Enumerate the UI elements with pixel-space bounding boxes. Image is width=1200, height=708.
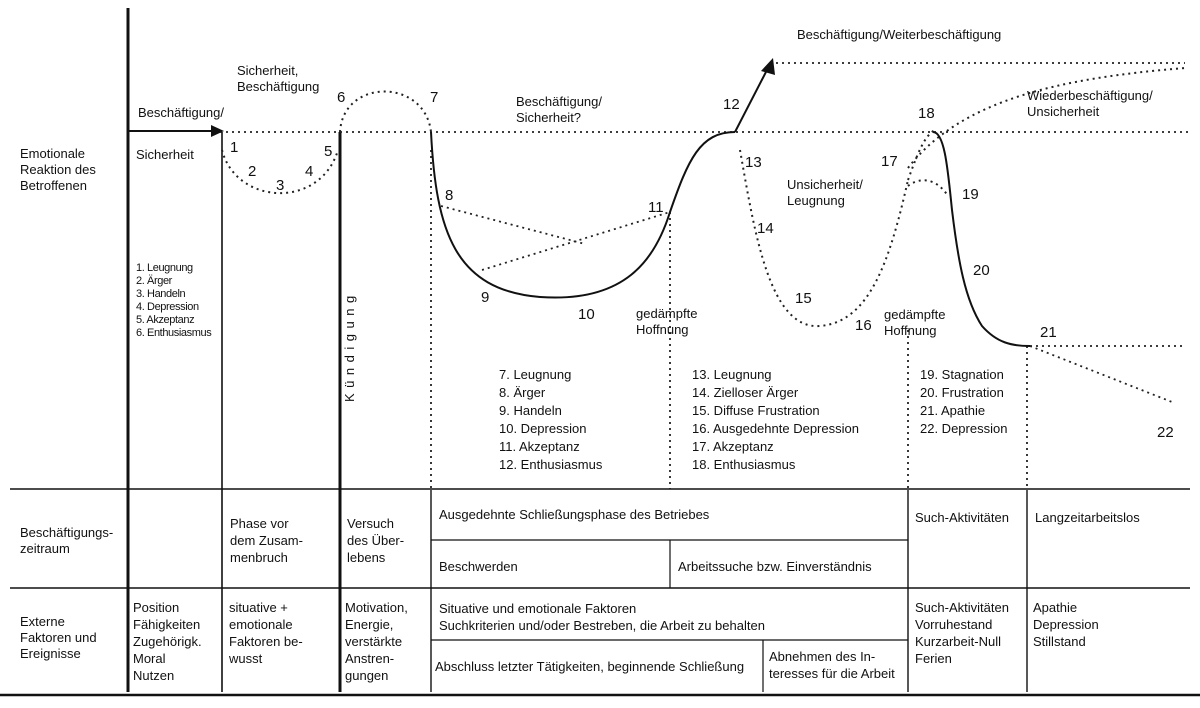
point-11: 11 — [648, 199, 664, 216]
point-7: 7 — [430, 89, 439, 106]
arbeitssuche-cell: Arbeitssuche bzw. Einverständnis — [678, 559, 872, 574]
phase4-list: 19. Stagnation 20. Frustration 21. Apathie 22. Depression — [920, 367, 1008, 436]
gedaempfte-hoffnung-2: gedämpfte Hoffnung — [884, 307, 946, 338]
such-aktivitaeten-cell: Such-Aktivitäten — [915, 510, 1009, 525]
point-3: 3 — [276, 177, 285, 194]
point-4: 4 — [305, 163, 314, 180]
point-19: 19 — [962, 186, 979, 203]
point-6: 6 — [337, 89, 346, 106]
point-15: 15 — [795, 290, 812, 307]
faktoren-cell: Situative und emotionale Faktoren Suchkriterien und/oder Bestreben, die Arbeit zu behalten — [439, 601, 765, 633]
guide-8 — [441, 206, 585, 244]
point-12: 12 — [723, 96, 740, 113]
point-14: 14 — [757, 220, 774, 237]
sicherheit-label: Sicherheit — [136, 147, 194, 162]
schliessung-cell: Ausgedehnte Schließungsphase des Betriebes — [439, 507, 710, 522]
kuendigung-label: Kündigung — [342, 290, 357, 402]
versuch-cell: Versuch des Über- lebens — [347, 516, 405, 565]
beschaeftigung-label: Beschäftigung/ — [138, 105, 225, 120]
point-22: 22 — [1157, 424, 1174, 441]
unsicherheit-leugnung-label: Unsicherheit/ Leugnung — [787, 177, 863, 208]
phase-vor-cell: Phase vor dem Zusam- menbruch — [230, 516, 303, 565]
phase1-list: 1. Leugnung 2. Ärger 3. Handeln 4. Depression 5. Akzeptanz 6. Enthusiasmus — [136, 262, 212, 339]
rise-arrow-line — [735, 68, 768, 132]
motivation-cell: Motivation, Energie, verstärkte Anstren- gungen — [345, 600, 408, 683]
beschaeftigung-sicherheit-label: Beschäftigung/ Sicherheit? — [516, 94, 603, 125]
sicherheit-beschaeftigung-label: Sicherheit, Beschäftigung — [237, 63, 320, 94]
weiterbeschaeftigung-label: Beschäftigung/Weiterbeschäftigung — [797, 27, 1002, 42]
beschwerden-cell: Beschwerden — [439, 559, 518, 574]
rise-arrowhead — [761, 58, 775, 75]
point-17: 17 — [881, 153, 898, 170]
point-5: 5 — [324, 143, 333, 160]
abnehmen-cell: Abnehmen des In- teresses für die Arbeit — [769, 649, 895, 681]
point-21: 21 — [1040, 324, 1057, 341]
slope-to-22 — [1030, 346, 1172, 402]
apathie-cell: Apathie Depression Stillstand — [1033, 600, 1099, 649]
point-9: 9 — [481, 289, 490, 306]
point-1: 1 — [230, 139, 239, 156]
langzeit-cell: Langzeitarbeitslos — [1035, 510, 1140, 525]
phase2-list: 7. Leugnung 8. Ärger 9. Handeln 10. Depression 11. Akzeptanz 12. Enthusiasmus — [499, 367, 603, 472]
gedaempfte-hoffnung-1: gedämpfte Hoffnung — [636, 306, 698, 337]
position-cell: Position Fähigkeiten Zugehörigk. Moral Nutzen — [133, 600, 202, 683]
hump-curve-19 — [908, 180, 948, 196]
main-curve-18-21 — [933, 132, 1030, 346]
point-18: 18 — [918, 105, 935, 122]
phase3-list: 13. Leugnung 14. Zielloser Ärger 15. Diffuse Frustration 16. Ausgedehnte Depression 17. Akzeptanz 18. Enthusiasmus — [692, 367, 859, 472]
such-external-cell: Such-Aktivitäten Vorruhestand Kurzarbeit-Null Ferien — [915, 600, 1009, 666]
employment-period-header: Beschäftigungs- zeitraum — [20, 525, 114, 556]
rise-curve-17-18 — [908, 130, 935, 180]
point-13: 13 — [745, 154, 762, 171]
point-10: 10 — [578, 306, 595, 323]
abschluss-cell: Abschluss letzter Tätigkeiten, beginnende Schließung — [435, 659, 745, 674]
emotional-reaction-header: Emotionale Reaktion des Betroffenen — [20, 146, 96, 193]
point-16: 16 — [855, 317, 872, 334]
point-20: 20 — [973, 262, 990, 279]
hump-curve-6-7 — [340, 92, 431, 133]
point-8: 8 — [445, 187, 454, 204]
wiederbeschaeftigung-label: Wiederbeschäftigung/ Unsicherheit — [1027, 88, 1153, 119]
external-factors-header: Externe Faktoren und Ereignisse — [20, 614, 97, 661]
point-2: 2 — [248, 163, 257, 180]
situative-cell: situative + emotionale Faktoren be- wusst — [229, 600, 303, 666]
